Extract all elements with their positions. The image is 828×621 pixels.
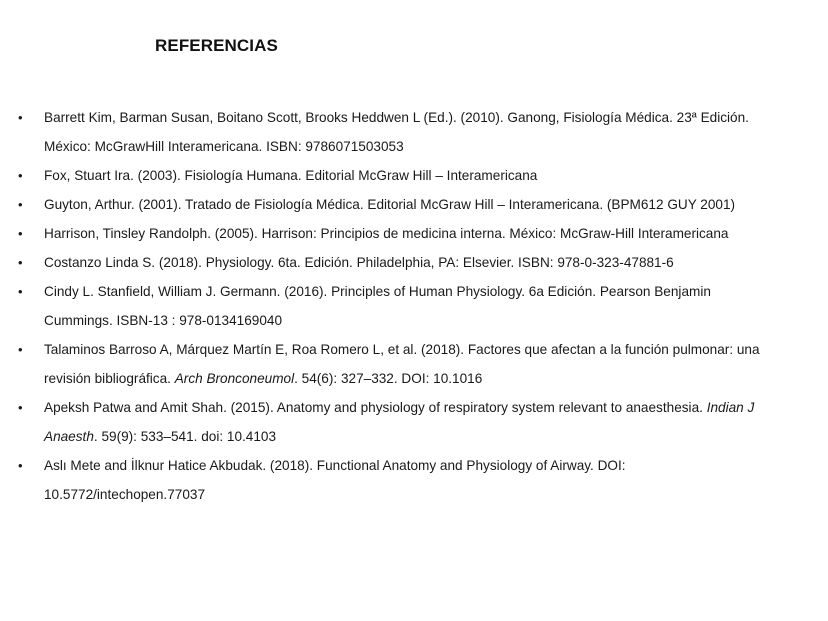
reference-item bbox=[0, 335, 828, 393]
journal-name: Anaesth bbox=[44, 429, 94, 444]
reference-text: 10.5772/intechopen.77037 bbox=[44, 487, 206, 502]
reference-text bbox=[44, 393, 818, 422]
bullet-icon: • bbox=[18, 400, 23, 415]
reference-text: Fox, Stuart Ira. (2003). Fisiología Humana. Editorial McGraw Hill – Interamericana bbox=[44, 168, 538, 183]
reference-text: Talaminos Barroso A, Márquez Martín E, Roa Romero L, et al. (2018). Factores que afectan a la función pulmonar: una bbox=[44, 342, 760, 357]
bullet-icon: • bbox=[18, 458, 23, 473]
reference-item bbox=[0, 190, 828, 219]
reference-text bbox=[44, 364, 818, 393]
reference-item bbox=[0, 219, 828, 248]
reference-text: Cummings. ISBN-13 : 978-0134169040 bbox=[44, 313, 283, 328]
reference-text-segment: revisión bibliográfica. bbox=[44, 371, 175, 386]
reference-text: Costanzo Linda S. (2018). Physiology. 6ta. Edición. Philadelphia, PA: Elsevier. ISBN: 978-0-323-47881-6 bbox=[44, 255, 674, 270]
reference-text: Aslı Mete and İlknur Hatice Akbudak. (2018). Functional Anatomy and Physiology of Airway. DOI: bbox=[44, 458, 626, 473]
reference-text: México: McGrawHill Interamericana. ISBN: 9786071503053 bbox=[44, 139, 404, 154]
reference-text-segment: . 54(6): 327–332. DOI: 10.1016 bbox=[294, 371, 483, 386]
reference-item bbox=[0, 103, 828, 161]
reference-text: Harrison, Tinsley Randolph. (2005). Harrison: Principios de medicina interna. México: McGraw-Hill Interamericana bbox=[44, 226, 729, 241]
journal-name: Arch Bronconeumol bbox=[174, 371, 295, 386]
bullet-icon: • bbox=[18, 284, 23, 299]
reference-item bbox=[0, 393, 828, 451]
bullet-icon: • bbox=[18, 342, 23, 357]
bullet-icon: • bbox=[18, 197, 23, 212]
reference-text: Guyton, Arthur. (2001). Tratado de Fisiología Médica. Editorial McGraw Hill – Interamericana. (BPM612 GUY 2001) bbox=[44, 197, 736, 212]
reference-item bbox=[0, 161, 828, 190]
reference-text-segment: . 59(9): 533–541. doi: 10.4103 bbox=[93, 429, 277, 444]
bullet-icon: • bbox=[18, 110, 23, 125]
journal-name: Indian J bbox=[706, 400, 755, 415]
reference-list bbox=[0, 103, 828, 509]
reference-text-segment: Apeksh Patwa and Amit Shah. (2015). Anatomy and physiology of respiratory system relevant to anaesthesia. bbox=[44, 400, 707, 415]
reference-item bbox=[0, 277, 828, 335]
bullet-icon: • bbox=[18, 168, 23, 183]
bullet-icon: • bbox=[18, 226, 23, 241]
bullet-icon: • bbox=[18, 255, 23, 270]
page-title: REFERENCIAS bbox=[155, 36, 278, 55]
reference-text: Barrett Kim, Barman Susan, Boitano Scott, Brooks Heddwen L (Ed.). (2010). Ganong, Fisiología Médica. 23ª Edición. bbox=[44, 110, 749, 125]
reference-item bbox=[0, 451, 828, 509]
reference-text bbox=[44, 422, 818, 451]
reference-text: Cindy L. Stanfield, William J. Germann. (2016). Principles of Human Physiology. 6a Edición. Pearson Benjamin bbox=[44, 284, 711, 299]
reference-item bbox=[0, 248, 828, 277]
